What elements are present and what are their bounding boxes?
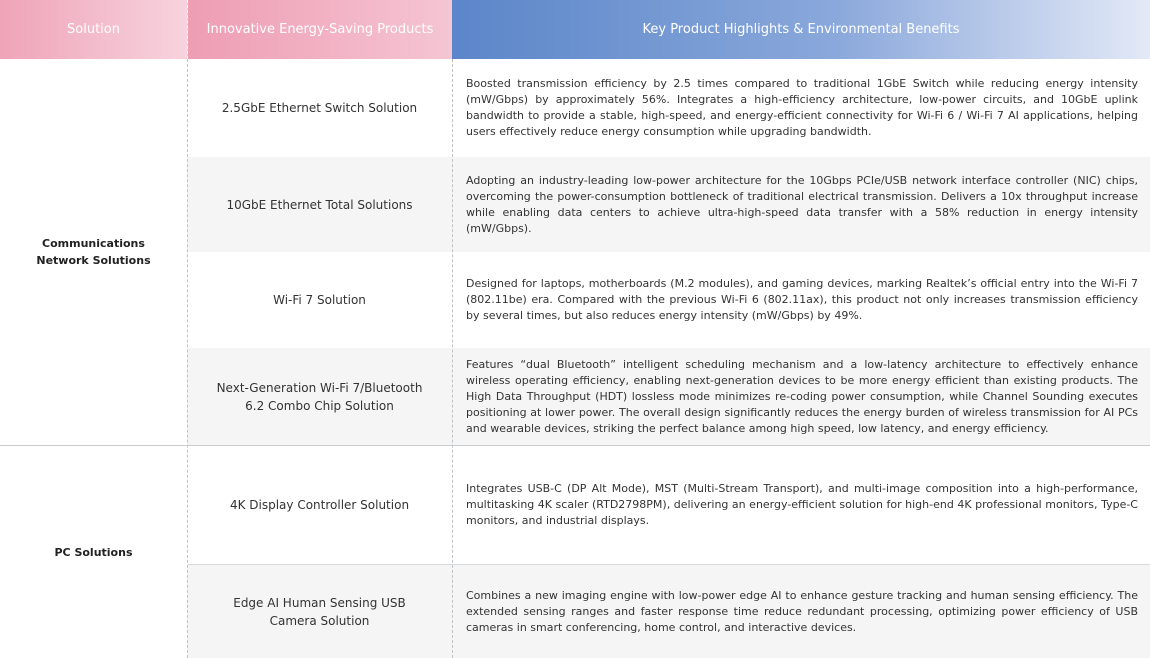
product-description: Combines a new imaging engine with low-power edge AI to enhance gesture tracking and human sensing efficiency. The extended sensing ranges and faster response time reduce redundant processing, optimizing power efficiency of USB cameras in smart conferencing, home control, and interactive devices. (466, 588, 1138, 634)
product-description: Integrates USB-C (DP Alt Mode), MST (Multi-Stream Transport), and multi-image composition into a high-performance, multitasking 4K scaler (RTD2798PM), delivering an energy-efficient solution for high-end 4K professional monitors, Type-C monitors, and industrial displays. (466, 482, 1138, 527)
product-description: Designed for laptops, motherboards (M.2 modules), and gaming devices, marking Realtek’s official entry into the Wi-Fi 7 (802.11be) era. Compared with the previous Wi-Fi 6 (802.11ax), this product not only increases transmission efficiency by several times, but also reduces energy intensity (mW/Gbps) by 49%. (466, 277, 1138, 322)
table-header (0, 0, 1150, 59)
solution-group-pc (0, 446, 187, 658)
product-description: Features “dual Bluetooth” intelligent scheduling mechanism and a low-latency architecture to effectively enhance wireless operating efficiency, enabling next-generation devices to be more energy efficient than existing products. The High Data Throughput (HDT) lossless mode minimizes re-coding power consumption, while Channel Sounding executes positioning at lower power. The overall design significantly reduces the energy burden of wireless transmission for AI PCs and wearable devices, striking the perfect balance among high speed, low latency, and energy efficiency. (466, 357, 1138, 435)
solution-group-label: Communications (42, 237, 145, 250)
header-products: Innovative Energy-Saving Products (187, 0, 452, 59)
product-name: 2.5GbE Ethernet Switch Solution (221, 101, 418, 115)
product-name: Edge AI Human Sensing USB Camera Solution (233, 595, 406, 628)
table-row (187, 348, 1150, 445)
solution-group-label: PC Solutions (54, 545, 133, 559)
product-name: Next-Generation Wi-Fi 7/Bluetooth 6.2 Combo Chip Solution (216, 380, 423, 413)
header-solution: Solution (0, 0, 187, 59)
product-name: 4K Display Controller Solution (229, 498, 410, 512)
table-row (187, 446, 1150, 564)
row-divider (188, 564, 1150, 565)
solution-group-label: Network Solutions (36, 254, 151, 267)
product-name: Wi-Fi 7 Solution (273, 293, 366, 307)
column-divider (187, 59, 188, 658)
header-highlights: Key Product Highlights & Environmental Benefits (452, 0, 1150, 59)
table-row (187, 565, 1150, 658)
product-name: 10GbE Ethernet Total Solutions (226, 197, 413, 212)
solution-group-communications (0, 59, 187, 445)
product-description: Boosted transmission efficiency by 2.5 times compared to traditional 1GbE Switch while reducing energy intensity (mW/Gbps) by approximately 56%. Integrates a high-efficiency architecture, low-power circuits, and 10GbE uplink bandwidth to provide a stable, high-speed, and energy-efficient connectivity for Wi-Fi 6 / Wi-Fi 7 AI applications, helping users effectively reduce energy consumption while upgrading bandwidth. (466, 77, 1138, 138)
column-divider (452, 59, 453, 658)
product-description: Adopting an industry-leading low-power architecture for the 10Gbps PCIe/USB network interface controller (NIC) chips, overcoming the power-consumption bottleneck of traditional electrical transmission. Delivers a 10x throughput increase while enabling data centers to achieve ultra-high-speed data transfer with a 58% reduction in energy intensity (mW/Gbps). (466, 173, 1138, 235)
table-row (187, 59, 1150, 157)
table-row (187, 252, 1150, 348)
table-row (187, 157, 1150, 252)
